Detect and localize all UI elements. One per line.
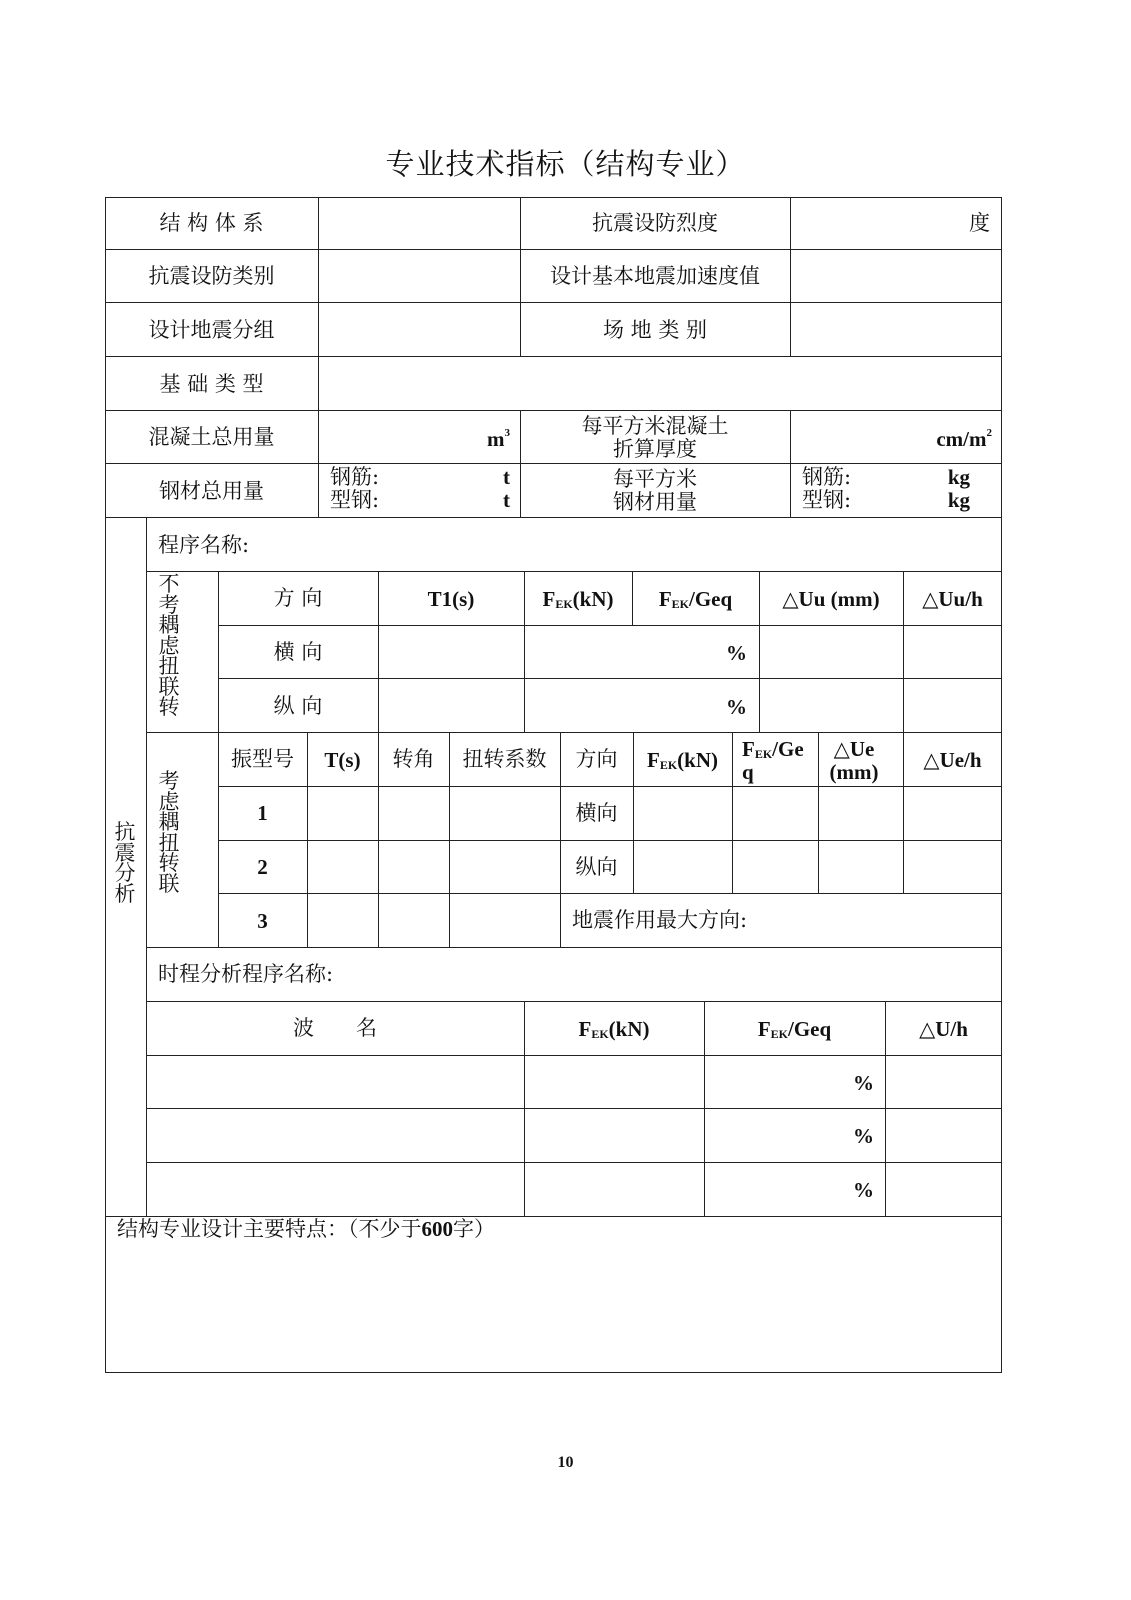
header-due-b: (mm) xyxy=(829,760,879,784)
row-transverse: 横 向 xyxy=(273,640,323,664)
label-design-acceleration: 设计基本地震加速度值 xyxy=(550,264,760,288)
thickness-unit: $cm/m^2$ xyxy=(936,427,992,451)
label-concrete-total: 混凝土总用量 xyxy=(148,425,275,449)
page-number: 10 xyxy=(557,1454,574,1471)
header-fek-geq-3: FEK/Geq xyxy=(757,1017,832,1041)
mode-1-direction: 横向 xyxy=(575,801,618,825)
mode-3: 3 xyxy=(257,909,268,933)
label-program-name: 程序名称: xyxy=(158,533,250,557)
header-mode-no: 振型号 xyxy=(231,747,294,771)
header-t1: T1(s) xyxy=(427,587,475,611)
coupling-label: 考 虑 耦 扭 转 联 xyxy=(158,769,180,896)
header-duu: △Uu (mm) xyxy=(782,587,880,611)
concrete-unit: $m^3$ xyxy=(487,427,510,451)
header-fek-geq: FEK/Geq xyxy=(658,587,733,611)
label-section-steel-2: 型钢: xyxy=(802,488,852,512)
label-foundation-type: 基 础 类 型 xyxy=(159,372,264,396)
seismic-analysis-label: 抗 震 分 析 xyxy=(114,820,136,906)
header-t: T(s) xyxy=(324,748,361,772)
label-structure-system: 结 构 体 系 xyxy=(159,211,264,235)
header-fek-geq-2a: FEK/Ge xyxy=(742,737,804,761)
max-seismic-direction: 地震作用最大方向: xyxy=(572,908,748,932)
mode-2-direction: 纵向 xyxy=(575,855,618,879)
header-fek: FEK(kN) xyxy=(542,587,614,611)
percent-row-1: % xyxy=(853,1071,874,1095)
label-steel-per-sqm-2: 钢材用量 xyxy=(613,490,697,514)
label-seismic-category: 抗震设防类别 xyxy=(148,264,275,288)
header-dueh: △Ue/h xyxy=(923,748,982,772)
header-fek-3: FEK(kN) xyxy=(578,1017,650,1041)
header-angle: 转角 xyxy=(392,747,435,771)
mode-2: 2 xyxy=(257,855,268,879)
label-time-history-program: 时程分析程序名称: xyxy=(158,962,334,986)
no-coupling-label: 不 考 耦 虑 扭 联 转 xyxy=(158,572,180,719)
header-fek-geq-2b: q xyxy=(742,760,754,784)
section-kg-unit: kg xyxy=(947,488,970,512)
header-direction: 方 向 xyxy=(273,586,323,610)
label-concrete-per-sqm-1: 每平方米混凝土 xyxy=(581,414,729,438)
header-wave-name: 波 名 xyxy=(293,1016,377,1040)
label-design-features: 结构专业设计主要特点：（不少于600字） xyxy=(117,1217,495,1241)
rebar-ton-unit: t xyxy=(503,465,510,489)
header-torsion-coef: 扭转系数 xyxy=(462,747,547,771)
header-due-a: △Ue xyxy=(833,737,875,761)
percent-longitudinal: % xyxy=(726,695,747,719)
label-section-steel: 型钢: xyxy=(330,488,380,512)
label-concrete-per-sqm-2: 折算厚度 xyxy=(613,437,697,461)
label-steel-total: 钢材总用量 xyxy=(159,479,264,503)
label-rebar-2: 钢筋: xyxy=(802,465,852,489)
degree-unit: 度 xyxy=(969,211,990,235)
header-fek-2: FEK(kN) xyxy=(646,748,718,772)
page-title: 专业技术指标（结构专业） xyxy=(385,147,746,181)
label-steel-per-sqm-1: 每平方米 xyxy=(613,467,697,491)
row-longitudinal: 纵 向 xyxy=(273,694,323,718)
section-ton-unit: t xyxy=(503,488,510,512)
mode-1: 1 xyxy=(257,801,268,825)
percent-row-2: % xyxy=(853,1124,874,1148)
header-direction-2: 方向 xyxy=(575,747,618,771)
header-du-h: △U/h xyxy=(919,1017,968,1041)
percent-transverse: % xyxy=(726,641,747,665)
percent-row-3: % xyxy=(853,1178,874,1202)
rebar-kg-unit: kg xyxy=(947,465,970,489)
label-seismic-group: 设计地震分组 xyxy=(148,318,275,342)
label-rebar: 钢筋: xyxy=(330,465,380,489)
label-site-category: 场 地 类 别 xyxy=(602,318,708,342)
header-duuh: △Uu/h xyxy=(922,587,983,611)
label-seismic-intensity: 抗震设防烈度 xyxy=(592,211,718,235)
